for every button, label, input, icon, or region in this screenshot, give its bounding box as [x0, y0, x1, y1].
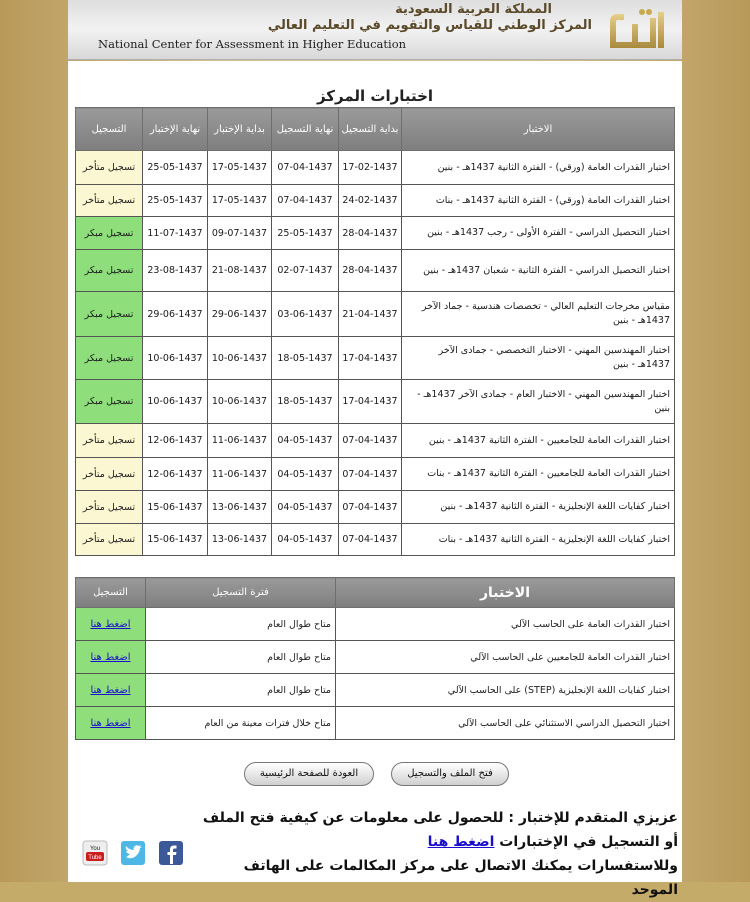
- twitter-icon[interactable]: [120, 840, 146, 866]
- reg-start: 07-04-1437: [339, 524, 402, 556]
- reg-start: 07-04-1437: [339, 491, 402, 524]
- reg-end: 04-05-1437: [272, 458, 339, 491]
- footer-help-link[interactable]: اضغط هنا: [427, 834, 495, 850]
- reg-start: 17-04-1437: [339, 380, 402, 424]
- registration-status[interactable]: تسجيل مبكر: [76, 337, 143, 380]
- test-end: 15-06-1437: [143, 491, 208, 524]
- footer-info-text: عزيزي المتقدم للإختبار : للحصول على معلومات عن كيفية فتح الملف أو التسجيل في الإختبارات: [202, 810, 678, 850]
- test-name: اختبار القدرات العامة للجامعيين على الحاسب الآلي: [336, 641, 675, 674]
- col-period: فترة التسجيل: [146, 578, 336, 608]
- registration-status[interactable]: تسجيل مبكر: [76, 380, 143, 424]
- table-row: [76, 641, 675, 674]
- register-cell: [76, 608, 146, 641]
- col-registration: التسجيل: [76, 108, 143, 151]
- test-name: اختبار كفايات اللغة الإنجليزية (STEP) على الحاسب الآلي: [336, 674, 675, 707]
- test-start: 21-08-1437: [208, 250, 272, 292]
- test-end: 25-05-1437: [143, 151, 208, 185]
- open-file-button[interactable]: فتح الملف والتسجيل: [391, 762, 509, 786]
- computer-tests-header-row: [76, 578, 675, 608]
- test-name: اختبار التحصيل الدراسي الاستثنائي على الحاسب الآلي: [336, 707, 675, 740]
- reg-start: 07-04-1437: [339, 424, 402, 458]
- registration-period: متاح خلال فترات معينة من العام: [146, 707, 336, 740]
- reg-end: 18-05-1437: [272, 380, 339, 424]
- registration-status[interactable]: تسجيل مبكر: [76, 250, 143, 292]
- reg-start: 17-04-1437: [339, 337, 402, 380]
- reg-end: 04-05-1437: [272, 491, 339, 524]
- table-row: [76, 674, 675, 707]
- col-test-start: بداية الإختبار: [208, 108, 272, 151]
- table-row: [76, 458, 675, 491]
- test-start: 29-06-1437: [208, 292, 272, 337]
- reg-end: 18-05-1437: [272, 337, 339, 380]
- footer-contact-text: وللاستفسارات يمكنك الاتصال على مركز المكالمات على الهاتف الموحد: [243, 858, 678, 898]
- col-test-end: نهاية الإختبار: [143, 108, 208, 151]
- reg-start: 07-04-1437: [339, 458, 402, 491]
- registration-period: متاح طوال العام: [146, 608, 336, 641]
- reg-end: 03-06-1437: [272, 292, 339, 337]
- test-end: 12-06-1437: [143, 424, 208, 458]
- table-row: [76, 292, 675, 337]
- reg-end: 07-04-1437: [272, 151, 339, 185]
- register-link[interactable]: اضغط هنا: [90, 684, 131, 696]
- table-row: [76, 424, 675, 458]
- table-row: [76, 151, 675, 185]
- header-center-name: المركز الوطني للقياس والتقويم في التعليم العالي: [267, 18, 592, 33]
- header-country: المملكة العربية السعودية: [395, 2, 552, 17]
- test-name: اختبار القدرات العامة (ورقي) - الفترة الثانية 1437هـ - بنات: [402, 185, 675, 217]
- reg-end: 02-07-1437: [272, 250, 339, 292]
- col-reg-end: نهاية التسجيل: [272, 108, 339, 151]
- page-title: اختبارات المركز: [316, 87, 434, 105]
- col-registration: التسجيل: [76, 578, 146, 608]
- test-name: اختبار التحصيل الدراسي - الفترة الأولى - رجب 1437هـ - بنين: [402, 217, 675, 250]
- test-end: 10-06-1437: [143, 337, 208, 380]
- reg-end: 07-04-1437: [272, 185, 339, 217]
- site-header: [68, 0, 682, 60]
- test-start: 17-05-1437: [208, 151, 272, 185]
- test-start: 13-06-1437: [208, 491, 272, 524]
- test-name: اختبار المهندسين المهني - الاختبار العام - جمادى الآخر 1437هـ - بنين: [402, 380, 675, 424]
- test-start: 09-07-1437: [208, 217, 272, 250]
- reg-end: 25-05-1437: [272, 217, 339, 250]
- reg-start: 21-04-1437: [339, 292, 402, 337]
- test-start: 11-06-1437: [208, 458, 272, 491]
- reg-start: 28-04-1437: [339, 217, 402, 250]
- schedule-table: [75, 107, 675, 556]
- computer-tests-table: [75, 577, 675, 740]
- test-name: اختبار القدرات العامة (ورقي) - الفترة الثانية 1437هـ - بنين: [402, 151, 675, 185]
- footer: [68, 806, 682, 898]
- test-name: اختبار التحصيل الدراسي - الفترة الثانية - شعبان 1437هـ - بنين: [402, 250, 675, 292]
- register-cell: [76, 707, 146, 740]
- col-test: الاختبار: [402, 108, 675, 151]
- header-english-name: National Center for Assessment in Higher Education: [98, 37, 407, 51]
- test-end: 29-06-1437: [143, 292, 208, 337]
- home-button[interactable]: العودة للصفحة الرئيسية: [244, 762, 374, 786]
- test-end: 11-07-1437: [143, 217, 208, 250]
- registration-status[interactable]: تسجيل متأخر: [76, 458, 143, 491]
- registration-status[interactable]: تسجيل متأخر: [76, 185, 143, 217]
- test-end: 12-06-1437: [143, 458, 208, 491]
- reg-start: 24-02-1437: [339, 185, 402, 217]
- registration-period: متاح طوال العام: [146, 641, 336, 674]
- test-name: اختبار كفايات اللغة الإنجليزية - الفترة الثانية 1437هـ - بنين: [402, 491, 675, 524]
- main-content: [68, 61, 682, 806]
- test-start: 10-06-1437: [208, 337, 272, 380]
- registration-status[interactable]: تسجيل مبكر: [76, 217, 143, 250]
- table-row: [76, 608, 675, 641]
- registration-status[interactable]: تسجيل متأخر: [76, 524, 143, 556]
- reg-end: 04-05-1437: [272, 424, 339, 458]
- test-end: 15-06-1437: [143, 524, 208, 556]
- test-start: 17-05-1437: [208, 185, 272, 217]
- facebook-icon[interactable]: [158, 840, 184, 866]
- svg-text:Tube: Tube: [88, 855, 102, 861]
- test-name: اختبار القدرات العامة للجامعيين - الفترة الثانية 1437هـ - بنين: [402, 424, 675, 458]
- test-name: اختبار كفايات اللغة الإنجليزية - الفترة الثانية 1437هـ - بنات: [402, 524, 675, 556]
- table-row: [76, 707, 675, 740]
- col-test: الاختبار: [336, 578, 675, 608]
- register-link[interactable]: اضغط هنا: [90, 618, 131, 630]
- reg-start: 28-04-1437: [339, 250, 402, 292]
- registration-period: متاح طوال العام: [146, 674, 336, 707]
- registration-status[interactable]: تسجيل متأخر: [76, 491, 143, 524]
- test-end: 23-08-1437: [143, 250, 208, 292]
- table-row: [76, 185, 675, 217]
- registration-status[interactable]: تسجيل مبكر: [76, 292, 143, 337]
- qiyas-logo: [602, 4, 672, 56]
- svg-text:You: You: [89, 846, 101, 852]
- test-start: 13-06-1437: [208, 524, 272, 556]
- test-name: اختبار القدرات العامة على الحاسب الآلي: [336, 608, 675, 641]
- table-row: [76, 337, 675, 380]
- registration-status[interactable]: تسجيل متأخر: [76, 151, 143, 185]
- table-row: [76, 524, 675, 556]
- reg-end: 04-05-1437: [272, 524, 339, 556]
- test-name: اختبار المهندسين المهني - الاختبار التخصصي - جمادى الآخر 1437هـ - بنين: [402, 337, 675, 380]
- reg-start: 17-02-1437: [339, 151, 402, 185]
- header-titles: [268, 2, 592, 34]
- test-start: 10-06-1437: [208, 380, 272, 424]
- test-name: اختبار القدرات العامة للجامعيين - الفترة الثانية 1437هـ - بنات: [402, 458, 675, 491]
- table-row: [76, 250, 675, 292]
- col-reg-start: بداية التسجيل: [339, 108, 402, 151]
- register-link[interactable]: اضغط هنا: [90, 717, 131, 729]
- table-row: [76, 380, 675, 424]
- register-cell: [76, 641, 146, 674]
- youtube-icon[interactable]: [82, 840, 108, 866]
- test-end: 25-05-1437: [143, 185, 208, 217]
- footer-text: [198, 806, 678, 902]
- test-name: مقياس مخرجات التعليم العالي - تخصصات هندسية - جماد الآخر 1437هـ - بنين: [402, 292, 675, 337]
- register-cell: [76, 674, 146, 707]
- registration-status[interactable]: تسجيل متأخر: [76, 424, 143, 458]
- test-start: 11-06-1437: [208, 424, 272, 458]
- schedule-header-row: [76, 108, 675, 151]
- test-end: 10-06-1437: [143, 380, 208, 424]
- register-link[interactable]: اضغط هنا: [90, 651, 131, 663]
- table-row: [76, 491, 675, 524]
- table-row: [76, 217, 675, 250]
